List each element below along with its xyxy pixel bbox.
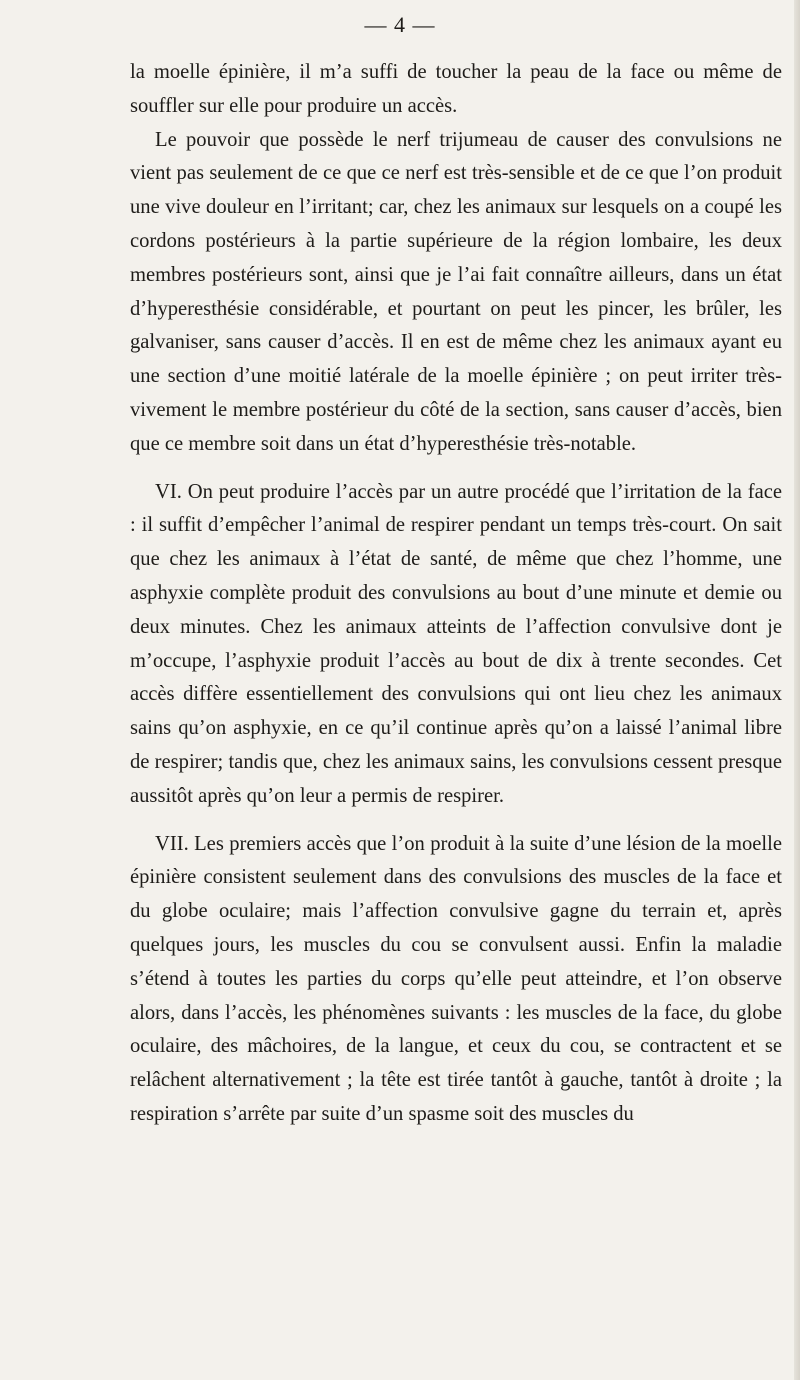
body-text [130,56,782,1132]
page-number: — 4 — [364,12,436,37]
page-edge [794,0,800,1380]
paragraph-continuation: la moelle épinière, il m’a suffi de toucher la peau de la face ou même de souffler sur elle pour produire un accès. [130,61,782,117]
paragraph-section-vii: VII. Les premiers accès que l’on produit à la suite d’une lésion de la moelle épinière consistent seulement dans des convulsions des muscles de la face et du globe oculaire; mais l’affection convulsive gagne du terrain et, après quelques jours, les muscles du cou se convulsent aussi. Enfin la maladie s’étend à toutes les parties du corps qu’elle peut atteindre, et l’on observe alors, dans l’accès, les phénomènes suivants : les muscles de la face, du globe oculaire, des mâchoires, de la langue, et ceux du cou, se contractent et se relâchent alternativement ; la tête est tirée tantôt à gauche, tantôt à droite ; la respiration s’arrête par suite d’un spasme soit des muscles du [130,832,782,1125]
paragraph-trijumeau: Le pouvoir que possède le nerf trijumeau de causer des convulsions ne vient pas seulement de ce que ce nerf est très-sensible et de ce que l’on produit une vive douleur en l’irritant; car, chez les animaux sur lesquels on a coupé les cordons postérieurs à la partie supérieure de la région lombaire, les deux membres postérieurs sont, ainsi que je l’ai fait connaître ailleurs, dans un état d’hyperesthésie considérable, et pourtant on peut les pincer, les brûler, les galvaniser, sans causer d’accès. Il en est de même chez les animaux ayant eu une section d’une moitié latérale de la moelle épinière ; on peut irriter très-vivement le membre postérieur du côté de la section, sans causer d’accès, bien que ce membre soit dans un état d’hyperesthésie très-notable. [130,128,782,455]
paragraph-section-vi: VI. On peut produire l’accès par un autre procédé que l’irritation de la face : il suffit d’empêcher l’animal de respirer pendant un temps très-court. On sait que chez les animaux à l’état de santé, de même que chez l’homme, une asphyxie complète produit des convulsions au bout d’une minute et demie ou deux minutes. Chez les animaux atteints de l’affection convulsive dont je m’occupe, l’asphyxie produit l’accès au bout de dix à trente secondes. Cet accès diffère essentiellement des convulsions qui ont lieu chez les animaux sains qu’on asphyxie, en ce qu’il continue après qu’on a laissé l’animal libre de respirer; tandis que, chez les animaux sains, les convulsions cessent presque aussitôt après qu’on leur a permis de respirer. [130,480,782,807]
